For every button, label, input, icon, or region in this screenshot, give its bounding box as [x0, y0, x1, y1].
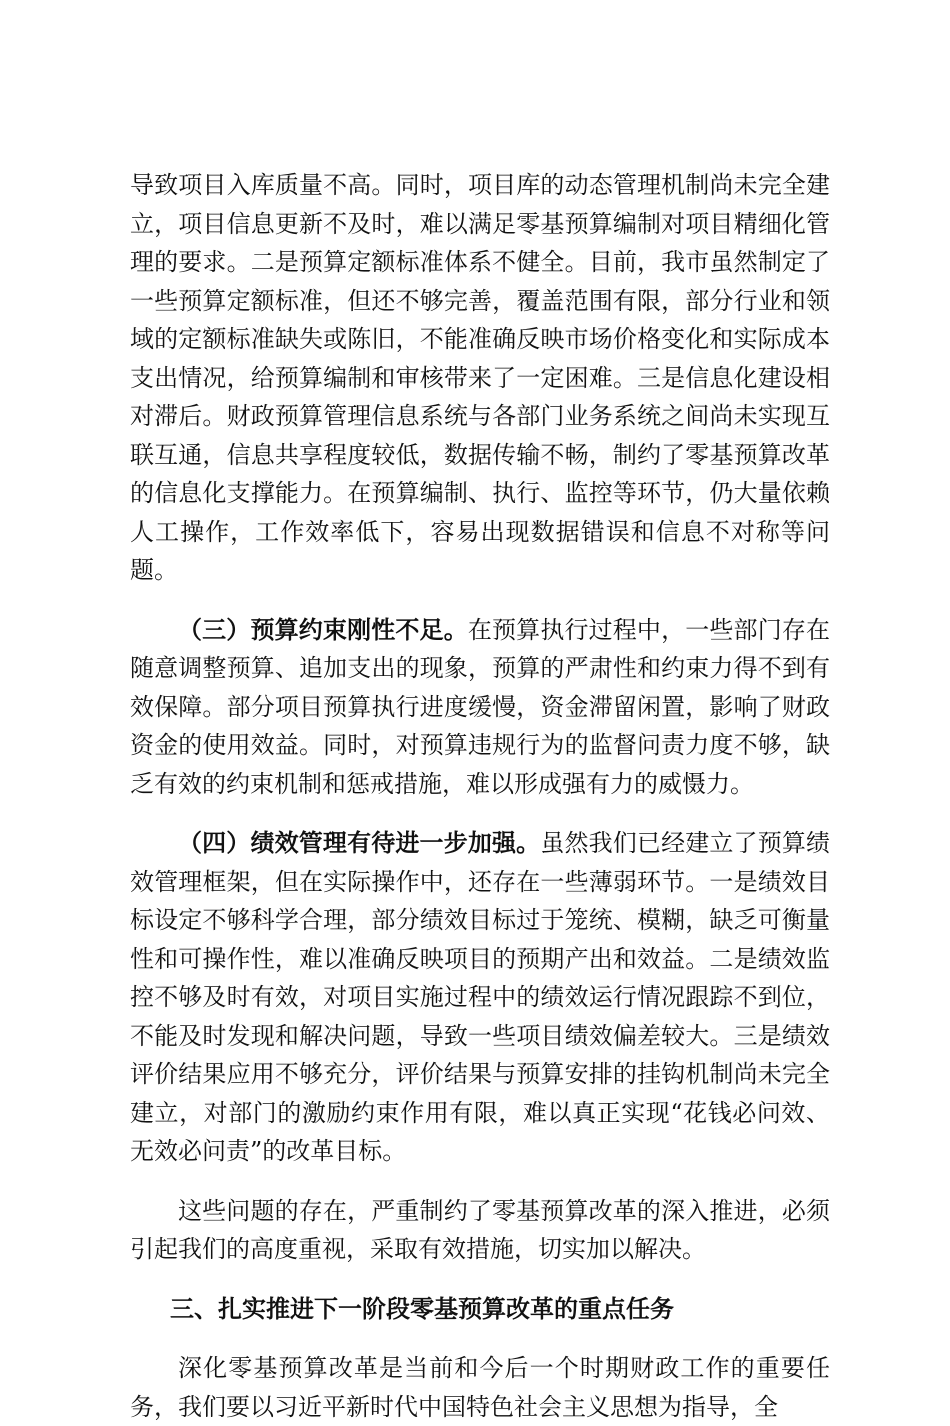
paragraph-text: 虽然我们已经建立了预算绩效管理框架，但在实际操作中，还存在一些薄弱环节。一是绩效目标设定不够科学合理，部分绩效目标过于笼统、模糊，缺乏可衡量性和可操作性，难以准确反映项目的预期产出和效益。二是绩效监控不够及时有效，对项目实施过程中的绩效运行情况跟踪不到位，不能及时发现和解决问题，导致一些项目绩效偏差较大。三是绩效评价结果应用不够充分，评价结果与预算安排的挂钩机制尚未完全建立，对部门的激励约束作用有限，难以真正实现“花钱必问效、无效必问责”的改革目标。	[130, 829, 831, 1165]
paragraph-text: 在预算执行过程中，一些部门存在随意调整预算、追加支出的现象，预算的严肃性和约束力得不到有效保障。部分项目预算执行进度缓慢，资金滞留闲置，影响了财政资金的使用效益。同时，对预算违规行为的监督问责力度不够，缺乏有效的约束机制和惩戒措施，难以形成强有力的威慑力。	[130, 615, 831, 798]
paragraph-project-library	[130, 166, 830, 590]
paragraph-problems-summary	[130, 1192, 830, 1269]
section-heading-key-tasks	[130, 1290, 830, 1329]
section-heading-text: 三、扎实推进下一阶段零基预算改革的重点任务	[170, 1294, 674, 1323]
paragraph-budget-constraint	[130, 611, 830, 804]
paragraph-text: 导致项目入库质量不高。同时，项目库的动态管理机制尚未完全建立，项目信息更新不及时，难以满足零基预算编制对项目精细化管理的要求。二是预算定额标准体系不健全。目前，我市虽然制定了一些预算定额标准，但还不够完善，覆盖范围有限，部分行业和领域的定额标准缺失或陈旧，不能准确反映市场价格变化和实际成本支出情况，给预算编制和审核带来了一定困难。三是信息化建设相对滞后。财政预算管理信息系统与各部门业务系统之间尚未实现互联互通，信息共享程度较低，数据传输不畅，制约了零基预算改革的信息化支撑能力。在预算编制、执行、监控等环节，仍大量依赖人工操作，工作效率低下，容易出现数据错误和信息不对称等问题。	[130, 171, 830, 584]
paragraph-performance-management	[130, 824, 830, 1171]
subheading-budget-constraint: （三）预算约束刚性不足。	[178, 615, 468, 644]
paragraph-deepen-reform	[130, 1349, 830, 1426]
subheading-performance-management: （四）绩效管理有待进一步加强。	[178, 829, 541, 857]
paragraph-text: 这些问题的存在，严重制约了零基预算改革的深入推进，必须引起我们的高度重视，采取有效措施，切实加以解决。	[130, 1196, 830, 1263]
document-body	[130, 166, 830, 1426]
paragraph-text: 深化零基预算改革是当前和今后一个时期财政工作的重要任务，我们要以习近平新时代中国特色社会主义思想为指导，全	[130, 1354, 830, 1421]
